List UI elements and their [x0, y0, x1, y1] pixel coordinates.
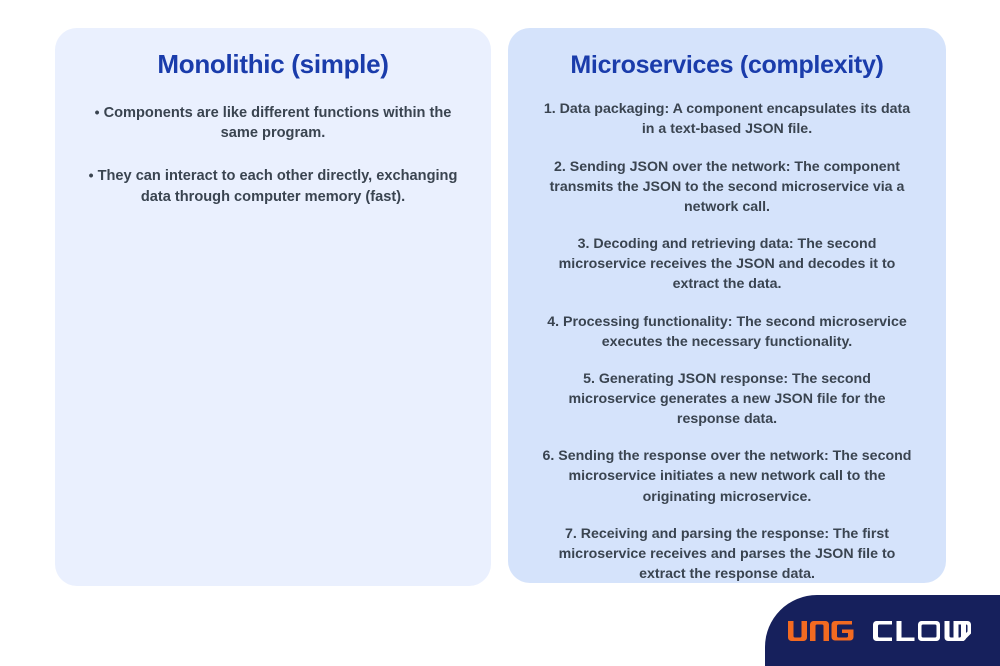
monolithic-card-title: Monolithic (simple) — [157, 49, 389, 79]
list-item: 7. Receiving and parsing the response: The first microservice receives and parses the JSON file to extract the response data. — [558, 525, 896, 583]
list-item — [79, 166, 467, 207]
list-item: 1. Data packaging: A component encapsulates its data in a text-based JSON file. — [543, 101, 911, 138]
list-item-text: Components are like different functions within the same program. — [103, 104, 452, 142]
list-item: 2. Sending JSON over the network: The component transmits the JSON to the second microservice via a network call. — [549, 158, 905, 215]
monolithic-bullet-list — [69, 103, 477, 208]
bullet-icon: • — [88, 166, 94, 183]
cloud-wordmark-icon — [872, 617, 978, 645]
list-item-text: They can interact to each other directly, exchanging data through computer memory (fast). — [97, 167, 458, 205]
list-item: 6. Sending the response over the network: The second microservice initiates a new network call to the originating microservice. — [542, 448, 912, 505]
bullet-icon: • — [94, 103, 100, 120]
list-item: 4. Processing functionality: The second microservice executes the necessary functionality. — [547, 313, 907, 350]
vng-cloud-logo-badge — [765, 595, 1000, 666]
list-item: 3. Decoding and retrieving data: The second microservice receives the JSON and decodes it to extract the data. — [558, 236, 896, 293]
microservices-step-list — [522, 99, 932, 584]
microservices-card-title: Microservices (complexity) — [570, 51, 884, 79]
vng-wordmark-icon — [787, 617, 863, 645]
microservices-card — [508, 28, 946, 583]
list-item: 5. Generating JSON response: The second microservice generates a new JSON file for the response data. — [568, 370, 886, 428]
monolithic-card — [55, 28, 491, 586]
list-item — [79, 103, 467, 144]
